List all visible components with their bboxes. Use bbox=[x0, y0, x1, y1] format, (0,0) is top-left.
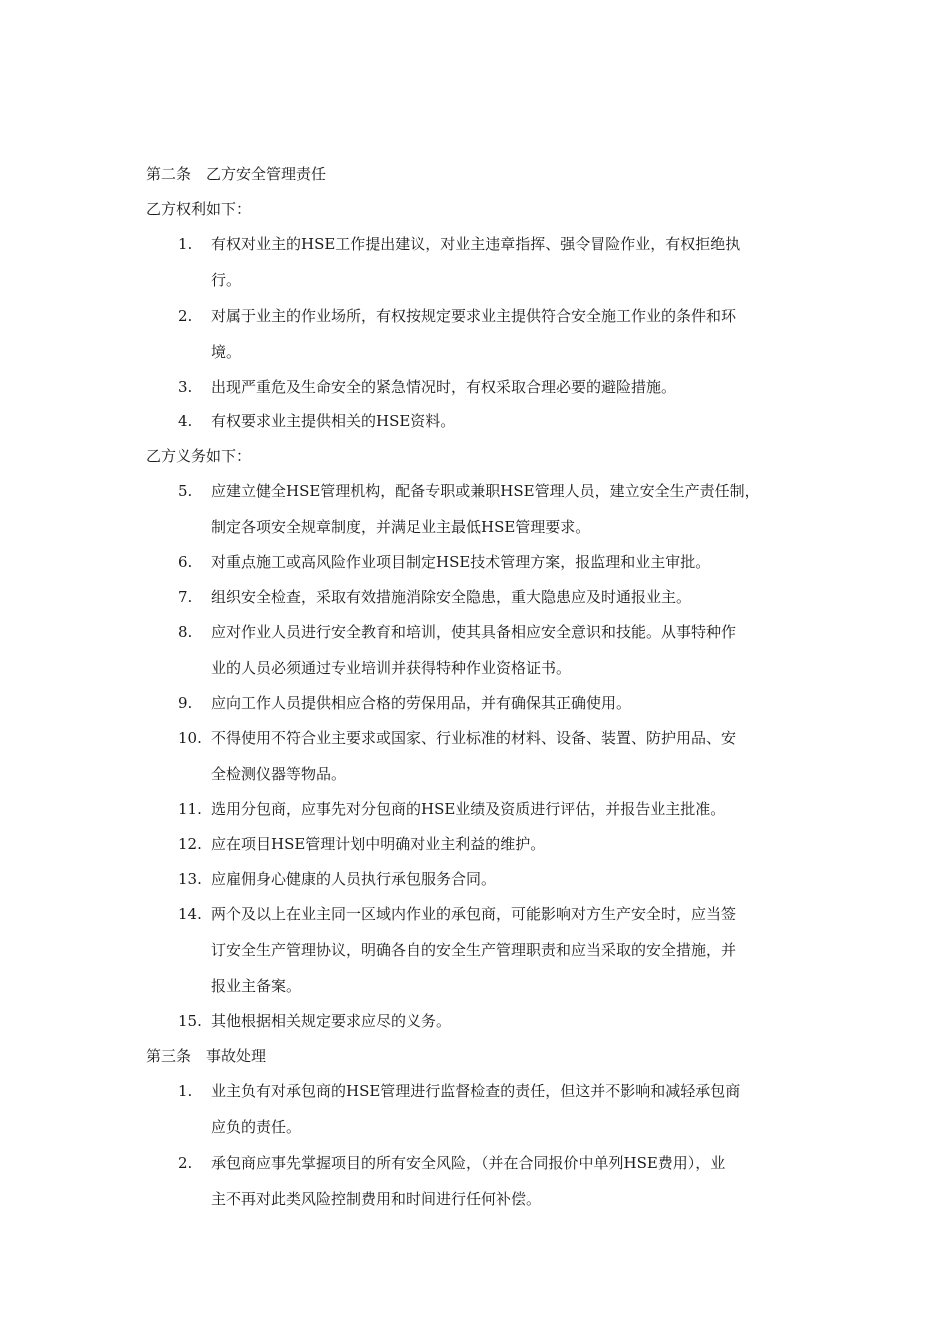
rights-item-2-line-2: 境。 bbox=[211, 343, 242, 361]
section-2-heading: 第二条 乙方安全管理责任 bbox=[146, 165, 327, 183]
duties-item-5-number: 5. bbox=[178, 482, 193, 500]
duties-item-10-line-2: 全检测仪器等物品。 bbox=[211, 765, 347, 783]
section-3-item-2-number: 2. bbox=[178, 1154, 193, 1172]
section-3-heading: 第三条 事故处理 bbox=[146, 1047, 267, 1065]
duties-item-15-number: 15. bbox=[178, 1012, 202, 1030]
duties-item-14-number: 14. bbox=[178, 905, 202, 923]
duties-item-12-line-1: 应在项目HSE管理计划中明确对业主利益的维护。 bbox=[211, 835, 546, 853]
rights-item-2-number: 2. bbox=[178, 307, 193, 325]
rights-item-1-line-2: 行。 bbox=[211, 271, 242, 289]
duties-item-10-line-1: 不得使用不符合业主要求或国家、行业标准的材料、设备、装置、防护用品、安 bbox=[211, 729, 737, 747]
duties-item-9-line-1: 应向工作人员提供相应合格的劳保用品，并有确保其正确使用。 bbox=[211, 694, 632, 712]
rights-item-2-line-1: 对属于业主的作业场所，有权按规定要求业主提供符合安全施工作业的条件和环 bbox=[211, 307, 737, 325]
duties-item-13-number: 13. bbox=[178, 870, 202, 888]
section-3-item-2-line-1: 承包商应事先掌握项目的所有安全风险，（并在合同报价中单列HSE费用），业 bbox=[211, 1154, 726, 1172]
section-3-item-1-number: 1. bbox=[178, 1082, 193, 1100]
rights-item-4-number: 4. bbox=[178, 412, 193, 430]
rights-item-1-line-1: 有权对业主的HSE工作提出建议，对业主违章指挥、强令冒险作业，有权拒绝执 bbox=[211, 235, 741, 253]
section-3-item-1-line-2: 应负的责任。 bbox=[211, 1118, 302, 1136]
duties-item-12-number: 12. bbox=[178, 835, 202, 853]
rights-item-1-number: 1. bbox=[178, 235, 193, 253]
duties-item-6-number: 6. bbox=[178, 553, 193, 571]
duties-item-9-number: 9. bbox=[178, 694, 193, 712]
rights-intro: 乙方权利如下： bbox=[146, 200, 252, 218]
duties-item-14-line-2: 订安全生产管理协议，明确各自的安全生产管理职责和应当采取的安全措施，并 bbox=[211, 941, 737, 959]
duties-item-5-line-1: 应建立健全HSE管理机构，配备专职或兼职HSE管理人员，建立安全生产责任制， bbox=[211, 482, 760, 500]
duties-item-5-line-2: 制定各项安全规章制度，并满足业主最低HSE管理要求。 bbox=[211, 518, 591, 536]
duties-item-11-number: 11. bbox=[178, 800, 202, 818]
section-3-item-2-line-2: 主不再对此类风险控制费用和时间进行任何补偿。 bbox=[211, 1190, 542, 1208]
duties-intro: 乙方义务如下： bbox=[146, 447, 252, 465]
section-3-item-1-line-1: 业主负有对承包商的HSE管理进行监督检查的责任，但这并不影响和减轻承包商 bbox=[211, 1082, 741, 1100]
rights-item-3-line-1: 出现严重危及生命安全的紧急情况时，有权采取合理必要的避险措施。 bbox=[211, 378, 677, 396]
duties-item-15-line-1: 其他根据相关规定要求应尽的义务。 bbox=[211, 1012, 452, 1030]
duties-item-8-number: 8. bbox=[178, 623, 193, 641]
duties-item-7-number: 7. bbox=[178, 588, 193, 606]
duties-item-10-number: 10. bbox=[178, 729, 202, 747]
duties-item-6-line-1: 对重点施工或高风险作业项目制定HSE技术管理方案，报监理和业主审批。 bbox=[211, 553, 711, 571]
duties-item-8-line-2: 业的人员必须通过专业培训并获得特种作业资格证书。 bbox=[211, 659, 572, 677]
duties-item-13-line-1: 应雇佣身心健康的人员执行承包服务合同。 bbox=[211, 870, 497, 888]
rights-item-4-line-1: 有权要求业主提供相关的HSE资料。 bbox=[211, 412, 456, 430]
rights-item-3-number: 3. bbox=[178, 378, 193, 396]
duties-item-8-line-1: 应对作业人员进行安全教育和培训，使其具备相应安全意识和技能。从事特种作 bbox=[211, 623, 737, 641]
duties-item-14-line-3: 报业主备案。 bbox=[211, 977, 302, 995]
duties-item-7-line-1: 组织安全检查，采取有效措施消除安全隐患，重大隐患应及时通报业主。 bbox=[211, 588, 692, 606]
duties-item-14-line-1: 两个及以上在业主同一区域内作业的承包商，可能影响对方生产安全时，应当签 bbox=[211, 905, 737, 923]
duties-item-11-line-1: 选用分包商，应事先对分包商的HSE业绩及资质进行评估，并报告业主批准。 bbox=[211, 800, 726, 818]
